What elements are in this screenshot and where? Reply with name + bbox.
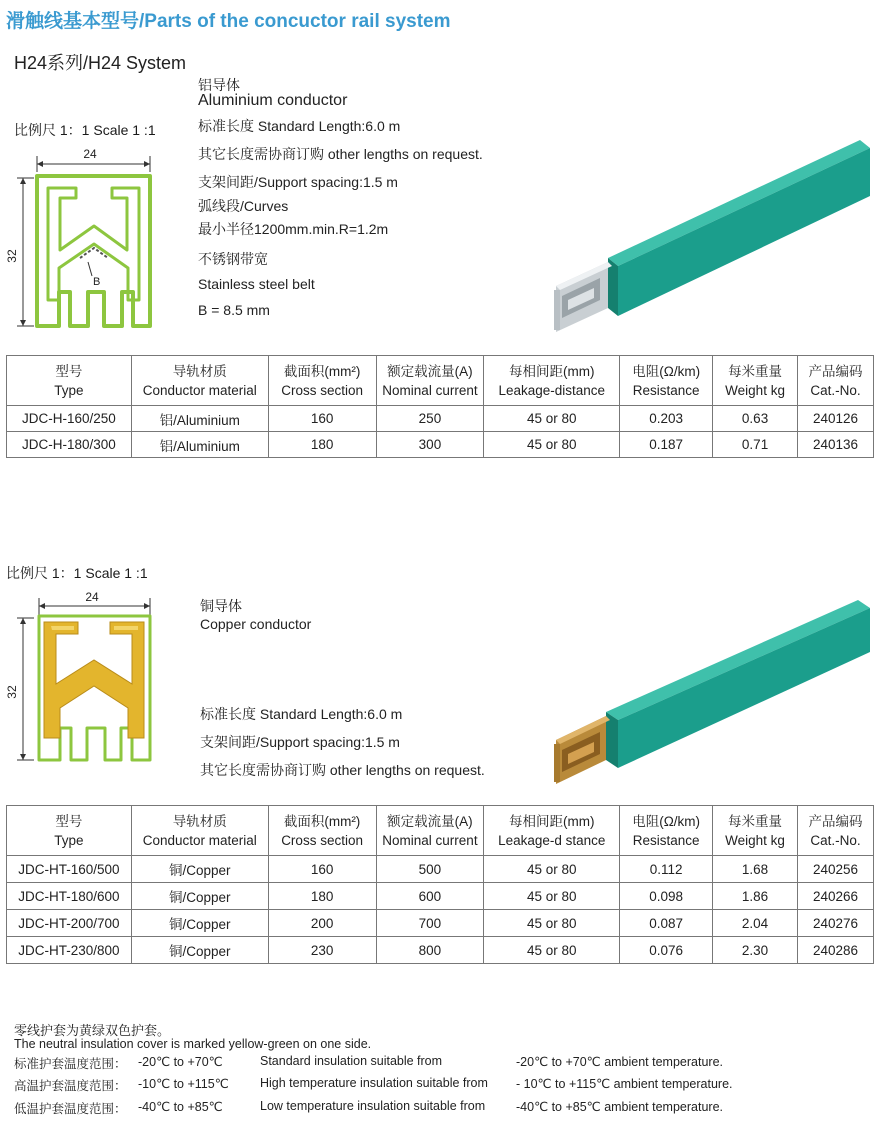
copper-spec-table <box>6 805 874 964</box>
header-leakage-distance: 每相间距(mm) Leakage-d stance <box>484 806 620 856</box>
header-nominal-current: 额定载流量(A) Nominal current <box>376 356 484 406</box>
header-weight: 每米重量 Weight kg <box>713 356 798 406</box>
header-weight: 每米重量 Weight kg <box>713 806 798 856</box>
aluminium-spec-table <box>6 355 874 458</box>
temp-low-range: -40℃ to +85℃ <box>138 1100 223 1114</box>
copper-other-lengths: 其它长度需协商订购 other lengths on request. <box>200 762 485 778</box>
table-row: JDC-HT-180/600 铜/Copper 180 600 45 or 80 0.098 1.86 240266 <box>7 883 874 910</box>
temp-low-en: Low temperature insulation suitable from <box>260 1099 486 1113</box>
table-row: JDC-HT-160/500 铜/Copper 160 500 45 or 80 0.112 1.68 240256 <box>7 856 874 883</box>
aluminium-profile-drawing <box>4 140 164 330</box>
belt-name-cn: 不锈钢带宽 <box>198 251 268 267</box>
temp-standard-full: -20℃ to +70℃ ambient temperature. <box>516 1055 724 1069</box>
belt-name-en: Stainless steel belt <box>198 276 315 292</box>
copper-scale-label: 比例尺 1：1 Scale 1 :1 <box>6 565 148 581</box>
neutral-note-cn: 零线护套为黄绿双色护套。 <box>14 1023 171 1038</box>
copper-standard-length: 标准长度 Standard Length:6.0 m <box>200 706 403 722</box>
copper-width-label: 24 <box>85 590 99 604</box>
header-type: 型号 Type <box>7 806 132 856</box>
aluminium-support-spacing: 支架间距/Support spacing:1.5 m <box>198 174 398 190</box>
table-row: JDC-H-160/250 铝/Aluminium 160 250 45 or 80 0.203 0.63 240126 <box>7 406 874 432</box>
header-cross-section: 截面积(mm²) Cross section <box>268 806 376 856</box>
header-leakage-distance: 每相间距(mm) Leakage-distance <box>484 356 620 406</box>
aluminium-scale-label: 比例尺 1：1 Scale 1 :1 <box>14 122 156 138</box>
header-nominal-current: 额定载流量(A) Nominal current <box>376 806 484 856</box>
page-title: 滑触线基本型号/Parts of the concuctor rail system <box>6 11 451 32</box>
header-resistance: 电阻(Ω/km) Resistance <box>620 806 713 856</box>
header-cross-section: 截面积(mm²) Cross section <box>268 356 376 406</box>
header-material: 导轨材质 Conductor material <box>131 356 268 406</box>
belt-label: B <box>93 276 101 288</box>
temp-high-en: High temperature insulation suitable from <box>260 1076 488 1090</box>
header-cat-no: 产品编码 Cat.-No. <box>798 806 874 856</box>
table-row: JDC-H-180/300 铝/Aluminium 180 300 45 or 80 0.187 0.71 240136 <box>7 432 874 458</box>
copper-support-spacing: 支架间距/Support spacing:1.5 m <box>200 734 400 750</box>
table-header-row <box>7 806 874 856</box>
aluminium-min-radius: 最小半径1200mm.min.R=1.2m <box>198 221 389 237</box>
belt-width: B = 8.5 mm <box>198 302 270 318</box>
header-material: 导轨材质 Conductor material <box>131 806 268 856</box>
aluminium-other-lengths: 其它长度需协商订购 other lengths on request. <box>198 146 483 162</box>
table-header-row <box>7 356 874 406</box>
temp-low-cn: 低温护套温度范围： <box>14 1102 127 1116</box>
aluminium-height-label: 32 <box>5 249 19 263</box>
copper-height-label: 32 <box>5 685 19 699</box>
temp-standard-cn: 标准护套温度范围： <box>14 1057 127 1071</box>
temp-standard-range: -20℃ to +70℃ <box>138 1055 223 1069</box>
table-row: JDC-HT-200/700 铜/Copper 200 700 45 or 80 0.087 2.04 240276 <box>7 910 874 937</box>
header-resistance: 电阻(Ω/km) Resistance <box>620 356 713 406</box>
table-row: JDC-HT-230/800 铜/Copper 230 800 45 or 80 0.076 2.30 240286 <box>7 937 874 964</box>
aluminium-width-label: 24 <box>83 147 97 161</box>
aluminium-standard-length: 标准长度 Standard Length:6.0 m <box>198 118 401 134</box>
aluminium-name-cn: 铝导体 <box>198 77 240 93</box>
temp-high-range: -10℃ to +115℃ <box>138 1077 229 1091</box>
aluminium-curves: 弧线段/Curves <box>198 198 289 214</box>
temp-high-cn: 高温护套温度范围： <box>14 1079 127 1093</box>
copper-name-en: Copper conductor <box>200 616 312 632</box>
temp-standard-en: Standard insulation suitable from <box>260 1054 443 1068</box>
temp-high-full: - 10℃ to +115℃ ambient temperature. <box>516 1077 733 1091</box>
aluminium-rail-illustration <box>548 140 880 340</box>
temp-low-full: -40℃ to +85℃ ambient temperature. <box>516 1100 724 1114</box>
series-subtitle: H24系列/H24 System <box>14 53 187 73</box>
header-cat-no: 产品编码 Cat.-No. <box>798 356 874 406</box>
copper-rail-illustration <box>548 600 880 790</box>
header-type: 型号 Type <box>7 356 132 406</box>
aluminium-name-en: Aluminium conductor <box>198 92 348 109</box>
neutral-note-en: The neutral insulation cover is marked yellow-green on one side. <box>14 1037 372 1051</box>
copper-profile-drawing <box>4 588 164 778</box>
copper-name-cn: 铜导体 <box>200 598 242 614</box>
